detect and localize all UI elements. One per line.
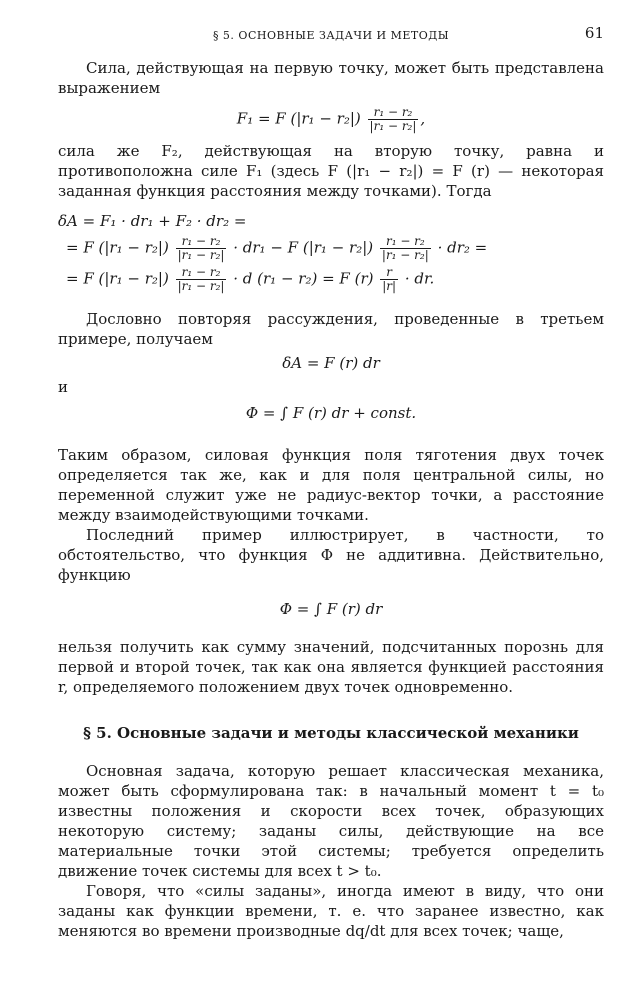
fraction-numerator: r₁ − r₂ (368, 106, 419, 120)
fraction-numerator: r₁ − r₂ (380, 235, 431, 249)
formula-work-line-2-a: = F (|r₁ − r₂|) (66, 238, 169, 257)
conjunction-and: и (58, 378, 68, 396)
paragraph-6: нельзя получить как сумму значений, подсчитанных порознь для первой и второй точек, так как она является функцией расстояния r, определяемого положением двух точек одновременно. (58, 638, 604, 696)
paragraph-8: Говоря, что «силы заданы», иногда имеют в виду, что они заданы как функции времени, т. е. что заранее известно, как меняются во времени производные dq/dt для всех точек; чаще, (58, 882, 604, 940)
formula-work-fraction-4 (380, 266, 398, 293)
fraction-denominator: |r₁ − r₂| (381, 248, 429, 262)
formula-work-line-3-c: · dr. (404, 269, 435, 288)
paragraph-4: Таким образом, силовая функция поля тяготения двух точек определяется так же, как и для поля центральной силы, но переменной служит уже не радиус-вектор точки, а расстояние между взаимодействующими точками. (58, 446, 604, 524)
page-body (58, 58, 604, 941)
formula-potential-const: Φ = ∫ F (r) dr + const. (245, 404, 417, 422)
formula-force-lhs: F₁ = F (|r₁ − r₂|) (236, 109, 361, 128)
fraction-numerator: r₁ − r₂ (176, 235, 227, 249)
formula-work-line-2 (58, 235, 604, 262)
fraction-numerator: r₁ − r₂ (176, 266, 227, 280)
running-title: § 5. ОСНОВНЫЕ ЗАДАЧИ И МЕТОДЫ (212, 29, 450, 42)
fraction-denominator: |r₁ − r₂| (177, 248, 225, 262)
formula-work-fraction-2 (380, 235, 431, 262)
fraction-denominator: |r₁ − r₂| (369, 119, 417, 133)
paragraph-5: Последний пример иллюстрирует, в частности, то обстоятельство, что функция Φ не аддитивна. Действительно, функцию (58, 526, 604, 584)
formula-work-line-2-b: · dr₁ − F (|r₁ − r₂|) (233, 238, 374, 257)
page-header (58, 24, 604, 44)
fraction-denominator: |r₁ − r₂| (177, 279, 225, 293)
formula-work-line-1: δA = F₁ · dr₁ + F₂ · dr₂ = (58, 212, 247, 230)
formula-work-fraction-3 (176, 266, 227, 293)
formula-potential: Φ = ∫ F (r) dr (279, 600, 383, 618)
formula-force-fraction (368, 106, 419, 133)
section-title: § 5. Основные задачи и методы классической механики (83, 724, 579, 742)
formula-work-line-3-b: · d (r₁ − r₂) = F (r) (233, 269, 374, 288)
paragraph-2: сила же F₂, действующая на вторую точку, равна и противоположна силе F₁ (здесь F (|r₁ − r₂|) = F (r) — некоторая заданная функция расстояния между точками). Тогда (58, 142, 604, 200)
formula-delta-a: δA = F (r) dr (282, 354, 380, 372)
formula-work (58, 211, 604, 293)
paragraph-3: Дословно повторяя рассуждения, проведенные в третьем примере, получаем (58, 310, 604, 348)
formula-force-tail: , (420, 109, 426, 128)
fraction-denominator: |r| (382, 279, 397, 293)
formula-work-line-3-a: = F (|r₁ − r₂|) (66, 269, 169, 288)
paragraph-1: Сила, действующая на первую точку, может быть представлена выражением (58, 59, 604, 97)
formula-work-line-3 (58, 266, 604, 293)
formula-work-fraction-1 (176, 235, 227, 262)
paragraph-7: Основная задача, которую решает классическая механика, может быть сформулирована так: в начальный момент t = t₀ известны положения и скорости всех точек, образующих некоторую систему; заданы силы, действующие на все материальные точки этой системы; требуется определить движение точек системы для всех t > t₀. (58, 762, 604, 880)
page-number: 61 (584, 24, 604, 42)
formula-force (58, 106, 604, 133)
formula-work-line-2-c: · dr₂ = (437, 238, 488, 257)
fraction-numerator: r (380, 266, 398, 280)
